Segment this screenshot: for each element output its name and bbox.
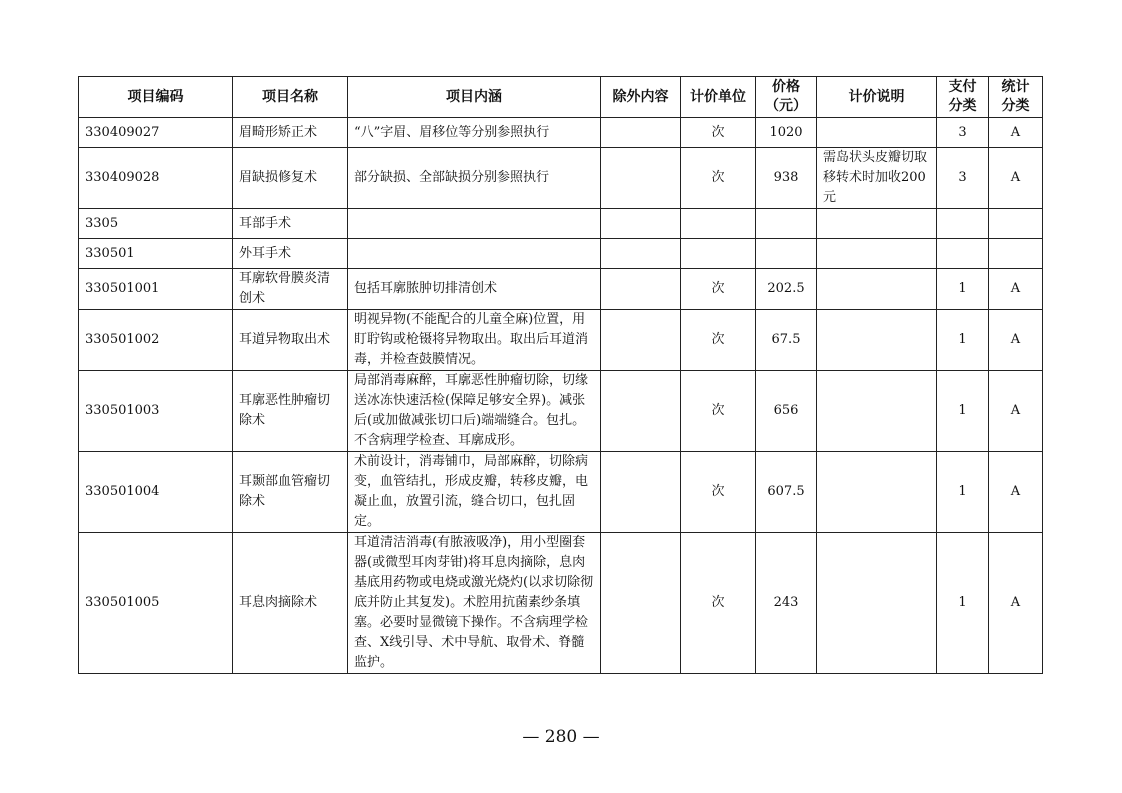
- cell-exclude: [601, 209, 681, 239]
- cell-content: 部分缺损、全部缺损分别参照执行: [348, 148, 601, 209]
- cell-name: 外耳手术: [233, 239, 348, 269]
- cell-price: 1020: [756, 118, 817, 148]
- table-row: [79, 118, 1043, 148]
- cell-code: 330501: [79, 239, 233, 269]
- cell-stat: A: [989, 269, 1043, 310]
- cell-note: [817, 118, 937, 148]
- cell-unit: 次: [681, 533, 756, 674]
- cell-pay: 1: [937, 310, 989, 371]
- cell-note: [817, 209, 937, 239]
- cell-code: 330409028: [79, 148, 233, 209]
- table-row: [79, 310, 1043, 371]
- cell-code: 330409027: [79, 118, 233, 148]
- table-row: [79, 239, 1043, 269]
- cell-exclude: [601, 239, 681, 269]
- cell-content: 明视异物(不能配合的儿童全麻)位置，用盯聍钩或枪镊将异物取出。取出后耳道消毒，并检查鼓膜情况。: [348, 310, 601, 371]
- cell-name: 耳部手术: [233, 209, 348, 239]
- cell-unit: 次: [681, 310, 756, 371]
- cell-content: 包括耳廓脓肿切排清创术: [348, 269, 601, 310]
- cell-stat: A: [989, 118, 1043, 148]
- cell-name: 眉畸形矫正术: [233, 118, 348, 148]
- header-stat: 统计分类: [989, 77, 1043, 118]
- cell-pay: 1: [937, 452, 989, 533]
- cell-content: [348, 239, 601, 269]
- cell-note: [817, 239, 937, 269]
- cell-price: 202.5: [756, 269, 817, 310]
- cell-price: 243: [756, 533, 817, 674]
- cell-content: 耳道清洁消毒(有脓液吸净)，用小型圈套器(或微型耳肉芽钳)将耳息肉摘除，息肉基底用药物或电烧或激光烧灼(以求切除彻底并防止其复发)。术腔用抗菌素纱条填塞。必要时显微镜下操作。不含病理学检查、X线引导、术中导航、取骨术、脊髓监护。: [348, 533, 601, 674]
- cell-pay: [937, 239, 989, 269]
- header-unit: 计价单位: [681, 77, 756, 118]
- cell-unit: [681, 209, 756, 239]
- fee-table: [78, 76, 1043, 674]
- table-header-row: [79, 77, 1043, 118]
- cell-price: 938: [756, 148, 817, 209]
- cell-pay: [937, 209, 989, 239]
- cell-code: 3305: [79, 209, 233, 239]
- cell-unit: 次: [681, 269, 756, 310]
- cell-note: [817, 452, 937, 533]
- cell-content: 术前设计，消毒铺巾，局部麻醉，切除病变，血管结扎，形成皮瓣，转移皮瓣，电凝止血，放置引流，缝合切口，包扎固定。: [348, 452, 601, 533]
- cell-stat: A: [989, 310, 1043, 371]
- header-content: 项目内涵: [348, 77, 601, 118]
- cell-pay: 3: [937, 118, 989, 148]
- cell-pay: 1: [937, 371, 989, 452]
- cell-exclude: [601, 118, 681, 148]
- cell-code: 330501001: [79, 269, 233, 310]
- cell-note: [817, 310, 937, 371]
- page-number: — 280 —: [522, 727, 600, 747]
- cell-unit: 次: [681, 452, 756, 533]
- cell-price: 656: [756, 371, 817, 452]
- cell-note: 需岛状头皮瓣切取移转术时加收200元: [817, 148, 937, 209]
- cell-note: [817, 371, 937, 452]
- cell-stat: A: [989, 533, 1043, 674]
- table-row: [79, 533, 1043, 674]
- cell-unit: 次: [681, 118, 756, 148]
- cell-content: [348, 209, 601, 239]
- cell-pay: 3: [937, 148, 989, 209]
- table-row: [79, 269, 1043, 310]
- cell-name: 耳道异物取出术: [233, 310, 348, 371]
- header-pay: 支付分类: [937, 77, 989, 118]
- header-name: 项目名称: [233, 77, 348, 118]
- cell-price: [756, 209, 817, 239]
- table-row: [79, 148, 1043, 209]
- cell-name: 耳廓软骨膜炎清创术: [233, 269, 348, 310]
- cell-unit: [681, 239, 756, 269]
- cell-exclude: [601, 310, 681, 371]
- cell-code: 330501002: [79, 310, 233, 371]
- header-exclude: 除外内容: [601, 77, 681, 118]
- cell-pay: 1: [937, 533, 989, 674]
- cell-price: [756, 239, 817, 269]
- header-code: 项目编码: [79, 77, 233, 118]
- cell-name: 耳廓恶性肿瘤切除术: [233, 371, 348, 452]
- cell-exclude: [601, 148, 681, 209]
- cell-price: 607.5: [756, 452, 817, 533]
- cell-stat: A: [989, 452, 1043, 533]
- cell-unit: 次: [681, 148, 756, 209]
- cell-code: 330501004: [79, 452, 233, 533]
- header-price: 价格（元）: [756, 77, 817, 118]
- cell-pay: 1: [937, 269, 989, 310]
- table-row: [79, 371, 1043, 452]
- table-row: [79, 452, 1043, 533]
- cell-content: 局部消毒麻醉，耳廓恶性肿瘤切除，切缘送冰冻快速活检(保障足够安全界)。减张后(或加做减张切口后)端端缝合。包扎。不含病理学检查、耳廓成形。: [348, 371, 601, 452]
- cell-content: “八”字眉、眉移位等分别参照执行: [348, 118, 601, 148]
- cell-note: [817, 269, 937, 310]
- cell-unit: 次: [681, 371, 756, 452]
- cell-code: 330501005: [79, 533, 233, 674]
- header-note: 计价说明: [817, 77, 937, 118]
- cell-name: 耳颞部血管瘤切除术: [233, 452, 348, 533]
- cell-price: 67.5: [756, 310, 817, 371]
- cell-stat: A: [989, 371, 1043, 452]
- cell-stat: A: [989, 148, 1043, 209]
- cell-exclude: [601, 269, 681, 310]
- cell-exclude: [601, 533, 681, 674]
- cell-code: 330501003: [79, 371, 233, 452]
- table-row: [79, 209, 1043, 239]
- cell-exclude: [601, 371, 681, 452]
- cell-note: [817, 533, 937, 674]
- cell-name: 耳息肉摘除术: [233, 533, 348, 674]
- cell-exclude: [601, 452, 681, 533]
- cell-stat: [989, 239, 1043, 269]
- cell-name: 眉缺损修复术: [233, 148, 348, 209]
- cell-stat: [989, 209, 1043, 239]
